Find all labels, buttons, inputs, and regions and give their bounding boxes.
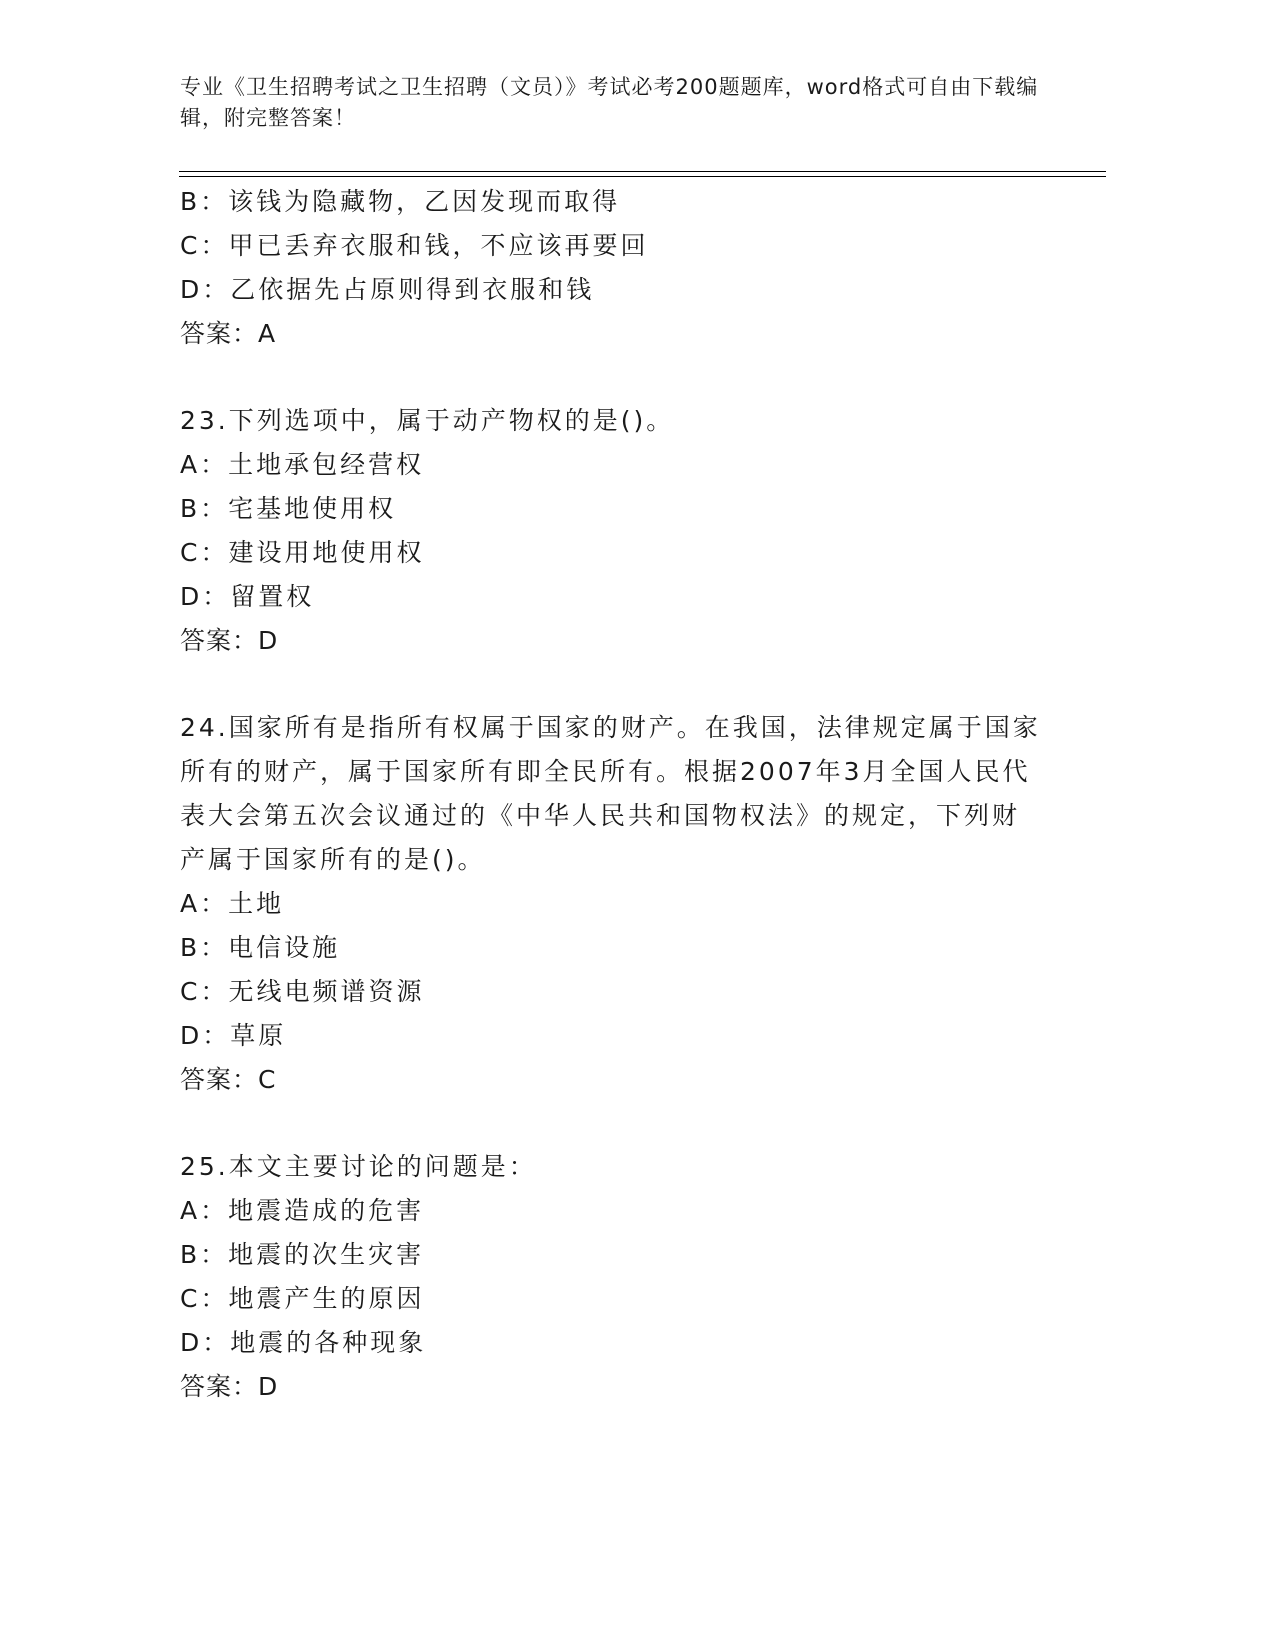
option-b: B：地震的次生灾害 [180, 1240, 425, 1269]
header-divider-top [179, 171, 1106, 172]
question-stem-line-2: 所有的财产，属于国家所有即全民所有。根据2007年3月全国人民代 [180, 757, 1031, 786]
option-c: C：甲已丢弃衣服和钱，不应该再要回 [180, 231, 649, 260]
question-25 [180, 1145, 1040, 1409]
header-intro-text: 专业《卫生招聘考试之卫生招聘（文员）》考试必考200题题库，word格式可自由下载编辑，附完整答案！ [180, 75, 1039, 130]
question-24 [180, 706, 1040, 1102]
question-23 [180, 399, 1040, 663]
question-stem: 25.本文主要讨论的问题是： [180, 1152, 537, 1181]
answer-line: 答案：D [180, 1372, 279, 1401]
option-d: D：乙依据先占原则得到衣服和钱 [180, 275, 595, 304]
option-d: D：留置权 [180, 582, 315, 611]
question-stem-line-4: 产属于国家所有的是()。 [180, 845, 486, 874]
option-b: B：电信设施 [180, 933, 341, 962]
question-22-continued [180, 180, 1040, 356]
option-c: C：无线电频谱资源 [180, 977, 425, 1006]
option-a: A：土地承包经营权 [180, 450, 425, 479]
question-stem-line-1: 24.国家所有是指所有权属于国家的财产。在我国，法律规定属于国家 [180, 713, 1041, 742]
header-divider-bottom [179, 176, 1106, 177]
option-c: C：地震产生的原因 [180, 1284, 425, 1313]
option-a: A：地震造成的危害 [180, 1196, 425, 1225]
question-list [180, 180, 1040, 1409]
option-b: B：该钱为隐藏物，乙因发现而取得 [180, 187, 621, 216]
question-stem: 23.下列选项中，属于动产物权的是()。 [180, 406, 675, 435]
option-a: A：土地 [180, 889, 285, 918]
answer-line: 答案：A [180, 319, 277, 348]
option-d: D：地震的各种现象 [180, 1328, 427, 1357]
document-header [180, 72, 1040, 134]
answer-line: 答案：D [180, 626, 279, 655]
option-b: B：宅基地使用权 [180, 494, 397, 523]
option-c: C：建设用地使用权 [180, 538, 425, 567]
question-stem-line-3: 表大会第五次会议通过的《中华人民共和国物权法》的规定，下列财 [180, 801, 1021, 830]
option-d: D：草原 [180, 1021, 287, 1050]
answer-line: 答案：C [180, 1065, 277, 1094]
